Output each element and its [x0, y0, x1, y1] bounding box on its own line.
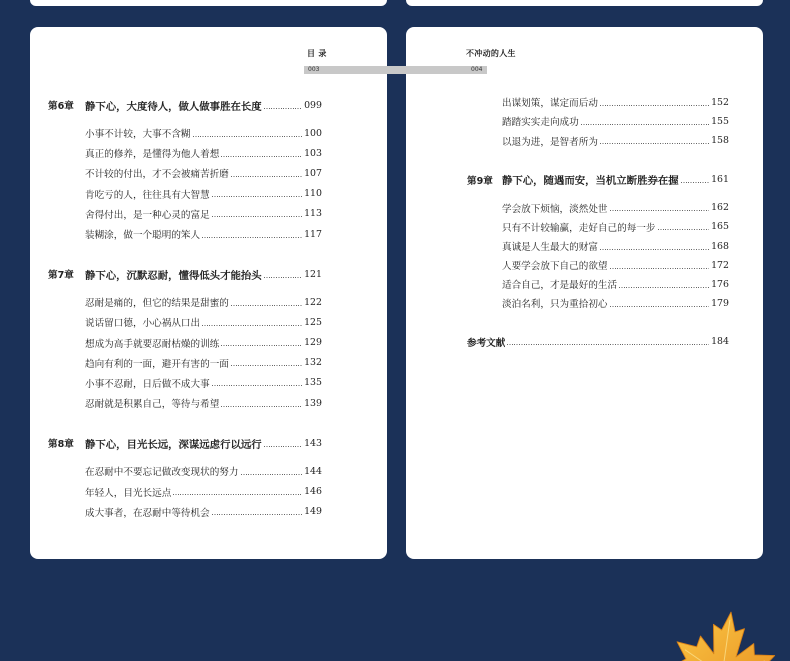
toc-section — [467, 170, 729, 313]
chapter-page: 121 — [304, 268, 322, 280]
folio-bar — [406, 66, 487, 74]
chapter-label: 第7章 — [48, 270, 74, 282]
chapter-page: 161 — [711, 174, 729, 186]
toc-item-title: 成大事者，在忍耐中等待机会 — [85, 507, 210, 519]
toc-chapter — [48, 95, 322, 115]
dot-leader — [600, 105, 709, 106]
toc-item-list — [48, 461, 322, 522]
toc-item-page: 168 — [711, 240, 729, 252]
toc-item-title: 想成为高手就要忍耐枯燥的训练 — [85, 338, 220, 350]
folio-bar — [304, 66, 387, 74]
toc-item-title: 出谋划策，谋定而后动 — [502, 98, 598, 110]
toc-item-title: 以退为进，是智者所为 — [502, 136, 598, 148]
toc-item-page: 113 — [304, 208, 322, 220]
toc-chapter — [48, 264, 322, 284]
toc-item — [48, 224, 322, 244]
toc-item-page: 152 — [711, 96, 729, 108]
chapter-label: 第8章 — [48, 439, 74, 451]
dot-leader — [507, 344, 709, 345]
toc-item — [48, 292, 322, 312]
toc-item-title: 真正的修养，是懂得为他人着想 — [85, 149, 220, 161]
dot-leader — [681, 182, 709, 183]
toc-page-right — [406, 27, 763, 559]
toc-item-title: 趋向有利的一面，避开有害的一面 — [85, 358, 229, 370]
dot-leader — [231, 176, 302, 177]
toc-item-title: 忍耐就是积累自己，等待与希望 — [85, 399, 220, 411]
toc-item — [48, 353, 322, 373]
previous-page-right-edge — [406, 0, 763, 6]
chapter-title: 静下心，沉默忍耐，懂得低头才能抬头 — [85, 269, 262, 282]
toc-item-title: 年轻人，目光长远点 — [85, 487, 172, 499]
running-head: 不冲动的人生 — [466, 49, 516, 58]
toc-item-page: 132 — [304, 357, 322, 369]
dot-leader — [202, 325, 302, 326]
toc-item — [467, 131, 729, 150]
toc-item-list — [48, 292, 322, 413]
chapter-title: 静下心，目光长远，深谋远虑行以远行 — [85, 438, 262, 451]
toc-item-list — [48, 123, 322, 244]
toc-item-page: 155 — [711, 115, 729, 127]
previous-page-left-edge — [30, 0, 387, 6]
page-folio: 003 — [308, 66, 320, 73]
toc-item — [48, 312, 322, 332]
maple-leaf-graphic — [668, 606, 780, 661]
toc-chapter — [48, 433, 322, 453]
toc-item-title: 学会放下烦恼，淡然处世 — [502, 203, 608, 215]
chapter-label: 第6章 — [48, 101, 74, 112]
toc-item — [467, 236, 729, 255]
toc-item — [48, 204, 322, 224]
toc-references — [467, 332, 729, 351]
running-head: 目 录 — [307, 49, 327, 58]
toc-item-page: 135 — [304, 377, 322, 389]
toc-continued-items — [467, 92, 729, 150]
toc-item-title: 在忍耐中不要忘记做改变现状的努力 — [85, 467, 239, 479]
toc-page-left — [30, 27, 387, 559]
toc-item — [467, 217, 729, 236]
toc-item — [48, 481, 322, 501]
toc-item-title: 装糊涂，做一个聪明的笨人 — [85, 230, 201, 242]
toc-item — [48, 184, 322, 204]
toc-item — [48, 333, 322, 353]
toc-list — [48, 95, 322, 522]
dot-leader — [241, 474, 303, 475]
toc-item-page: 176 — [711, 278, 729, 290]
toc-item-title: 舍得付出，是一种心灵的富足 — [85, 209, 210, 221]
toc-item-page: 122 — [304, 296, 322, 308]
toc-section — [48, 433, 322, 522]
dot-leader — [600, 143, 709, 144]
toc-item-page: 117 — [304, 228, 322, 240]
toc-item-page: 162 — [711, 202, 729, 214]
toc-chapter — [467, 170, 729, 189]
toc-item — [467, 294, 729, 313]
toc-item-page: 125 — [304, 316, 322, 328]
dot-leader — [212, 216, 302, 217]
toc-item-page: 107 — [304, 167, 322, 179]
toc-item-page: 100 — [304, 127, 322, 139]
dot-leader — [212, 196, 302, 197]
toc-item-page: 146 — [304, 486, 322, 498]
toc-item-page: 110 — [304, 188, 322, 200]
toc-item — [48, 393, 322, 413]
toc-item-page: 149 — [304, 506, 322, 518]
references-page: 184 — [711, 336, 729, 348]
toc-item-page: 144 — [304, 465, 322, 477]
toc-item-title: 适合自己，才是最好的生活 — [502, 280, 618, 292]
chapter-title: 静下心，随遇而安，当机立断胜券在握 — [502, 175, 679, 188]
toc-item — [48, 123, 322, 143]
toc-item-title: 肯吃亏的人，往往具有大智慧 — [85, 189, 210, 201]
toc-item — [48, 163, 322, 183]
toc-item-title: 不计较的付出，才不会被痛苦折磨 — [85, 169, 229, 181]
toc-section — [48, 264, 322, 413]
toc-item-title: 小事不计较，大事不含糊 — [85, 129, 191, 141]
dot-leader — [610, 268, 710, 269]
gutter-folio-bar — [387, 66, 406, 74]
dot-leader — [212, 385, 302, 386]
dot-leader — [221, 406, 302, 407]
toc-item-title: 人要学会放下自己的欲望 — [502, 261, 608, 273]
toc-list — [467, 92, 729, 351]
toc-item-title: 真诚是人生最大的财富 — [502, 242, 598, 253]
toc-item — [467, 198, 729, 217]
toc-item — [48, 143, 322, 163]
toc-item — [467, 92, 729, 111]
toc-item-page: 158 — [711, 135, 729, 147]
maple-leaf-icon — [668, 606, 780, 661]
toc-item — [467, 256, 729, 275]
dot-leader — [193, 136, 303, 137]
dot-leader — [581, 124, 709, 125]
chapter-title: 静下心，大度待人，做人做事胜在长度 — [85, 100, 262, 113]
dot-leader — [173, 494, 302, 495]
dot-leader — [619, 287, 709, 288]
dot-leader — [221, 156, 302, 157]
dot-leader — [202, 237, 302, 238]
toc-item-page: 139 — [304, 397, 322, 409]
toc-item-page: 129 — [304, 337, 322, 349]
references-title: 参考文献 — [467, 337, 506, 349]
toc-item — [48, 373, 322, 393]
dot-leader — [610, 306, 710, 307]
toc-item-title: 忍耐是痛的，但它的结果是甜蜜的 — [85, 298, 229, 310]
page-folio: 004 — [471, 66, 483, 73]
toc-item — [467, 275, 729, 294]
toc-item — [467, 112, 729, 131]
chapter-label: 第9章 — [467, 175, 493, 187]
toc-item-page: 172 — [711, 259, 729, 271]
toc-item-title: 淡泊名利，只为重拾初心 — [502, 299, 608, 311]
toc-item-page: 103 — [304, 147, 322, 159]
dot-leader — [264, 446, 302, 447]
chapter-page: 143 — [304, 437, 322, 449]
chapter-page: 099 — [304, 99, 322, 111]
toc-item — [48, 461, 322, 481]
dot-leader — [231, 305, 302, 306]
toc-item-title: 说话留口德，小心祸从口出 — [85, 318, 201, 330]
toc-item-list — [467, 198, 729, 313]
toc-item — [48, 502, 322, 522]
dot-leader — [610, 210, 710, 211]
toc-item-page: 165 — [711, 221, 729, 233]
toc-item-title: 踏踏实实走向成功 — [502, 117, 579, 129]
dot-leader — [264, 108, 302, 109]
dot-leader — [212, 514, 302, 515]
dot-leader — [658, 229, 710, 230]
dot-leader — [600, 249, 709, 250]
dot-leader — [264, 277, 302, 278]
toc-item-title: 只有不计较输赢，走好自己的每一步 — [502, 222, 656, 234]
toc-item-title: 小事不忍耐，日后做不成大事 — [85, 378, 210, 390]
toc-item-page: 179 — [711, 297, 729, 309]
dot-leader — [221, 345, 302, 346]
toc-section — [48, 95, 322, 244]
dot-leader — [231, 365, 302, 366]
